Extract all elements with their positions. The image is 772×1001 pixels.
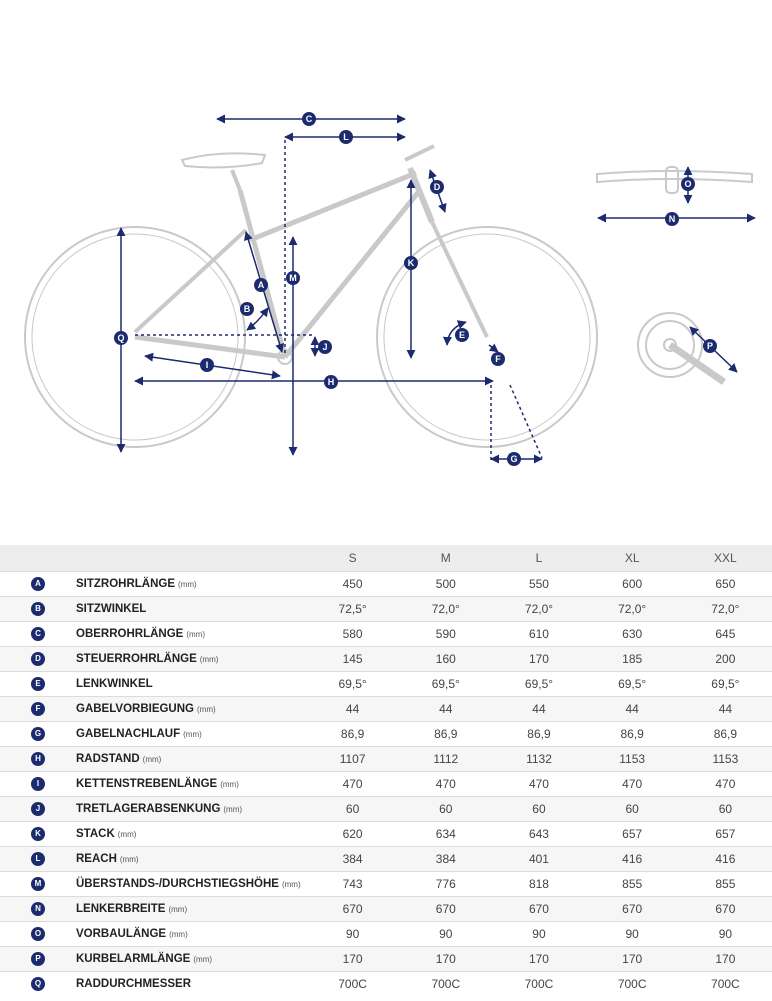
table-row xyxy=(0,947,772,972)
measurement-name: ÜBERSTANDS-/DURCHSTIEGSHÖHE xyxy=(76,878,279,890)
measurement-name: OBERROHRLÄNGE xyxy=(76,628,184,640)
measurement-value: 1107 xyxy=(306,747,399,772)
measurement-name: TRETLAGERABSENKUNG xyxy=(76,803,221,815)
table-row xyxy=(0,772,772,797)
measurement-value: 657 xyxy=(679,822,772,847)
table-row xyxy=(0,847,772,872)
row-letter-badge: B xyxy=(31,602,45,616)
measurement-value: 90 xyxy=(586,922,679,947)
measurement-value: 470 xyxy=(492,772,585,797)
measurement-value: 700C xyxy=(586,972,679,997)
measurement-value: 44 xyxy=(586,697,679,722)
measurement-value: 44 xyxy=(492,697,585,722)
label-badge-b xyxy=(240,302,254,316)
measurement-value: 620 xyxy=(306,822,399,847)
table-row xyxy=(0,872,772,897)
svg-text:Q: Q xyxy=(117,333,125,343)
measurement-value: 69,5° xyxy=(399,672,492,697)
measurement-value: 90 xyxy=(306,922,399,947)
measurement-value: 743 xyxy=(306,872,399,897)
measurement-name: KURBELARMLÄNGE xyxy=(76,953,191,965)
measurement-value: 60 xyxy=(492,797,585,822)
measurement-value: 645 xyxy=(679,622,772,647)
measurement-value: 670 xyxy=(679,897,772,922)
measurement-unit: (mm) xyxy=(168,905,188,914)
label-badge-d xyxy=(430,180,444,194)
measurement-unit: (mm) xyxy=(223,805,243,814)
measurement-unit: (mm) xyxy=(142,755,162,764)
svg-text:I: I xyxy=(205,360,209,370)
measurement-value: 170 xyxy=(586,947,679,972)
label-badge-f xyxy=(491,352,505,366)
measurement-name: STEUERROHRLÄNGE xyxy=(76,653,197,665)
table-row xyxy=(0,647,772,672)
size-header: S xyxy=(306,545,399,572)
measurement-value: 700C xyxy=(492,972,585,997)
table-row xyxy=(0,597,772,622)
measurement-value: 670 xyxy=(586,897,679,922)
measurement-value: 170 xyxy=(492,947,585,972)
svg-text:F: F xyxy=(495,354,501,364)
measurement-value: 700C xyxy=(399,972,492,997)
svg-text:A: A xyxy=(257,280,265,290)
measurement-name: GABELNACHLAUF xyxy=(76,728,181,740)
measurement-value: 69,5° xyxy=(586,672,679,697)
measurement-value: 384 xyxy=(399,847,492,872)
size-header: L xyxy=(492,545,585,572)
svg-text:M: M xyxy=(289,273,297,283)
table-row xyxy=(0,722,772,747)
measurement-value: 450 xyxy=(306,572,399,597)
measurement-value: 416 xyxy=(586,847,679,872)
measurement-value: 185 xyxy=(586,647,679,672)
row-letter-badge: K xyxy=(31,827,45,841)
table-header-row xyxy=(0,545,772,572)
label-badge-p xyxy=(703,339,717,353)
measurement-value: 470 xyxy=(679,772,772,797)
svg-text:G: G xyxy=(510,454,518,464)
measurement-value: 44 xyxy=(679,697,772,722)
measurement-value: 72,0° xyxy=(492,597,585,622)
label-badge-c xyxy=(302,112,316,126)
row-letter-badge: L xyxy=(31,852,45,866)
measurement-value: 855 xyxy=(679,872,772,897)
label-badge-o xyxy=(681,177,695,191)
measurement-unit: (mm) xyxy=(220,780,239,789)
svg-text:H: H xyxy=(327,377,335,387)
measurement-value: 44 xyxy=(306,697,399,722)
measurement-value: 401 xyxy=(492,847,585,872)
measurement-value: 69,5° xyxy=(306,672,399,697)
row-letter-badge: G xyxy=(31,727,45,741)
svg-text:E: E xyxy=(458,330,466,340)
measurement-value: 170 xyxy=(492,647,585,672)
svg-text:J: J xyxy=(322,342,328,352)
row-letter-badge: J xyxy=(31,802,45,816)
measurement-value: 170 xyxy=(679,947,772,972)
measurement-name: RADDURCHMESSER xyxy=(76,978,192,990)
measurement-name: REACH xyxy=(76,853,117,865)
row-letter-badge: A xyxy=(31,577,45,591)
svg-text:P: P xyxy=(706,341,714,351)
table-row xyxy=(0,572,772,597)
label-badge-n xyxy=(665,212,679,226)
measurement-value: 670 xyxy=(399,897,492,922)
row-letter-badge: E xyxy=(31,677,45,691)
measurement-value: 776 xyxy=(399,872,492,897)
measurement-value: 416 xyxy=(679,847,772,872)
measurement-name: GABELVORBIEGUNG xyxy=(76,703,194,715)
measurement-unit: (mm) xyxy=(281,880,301,889)
table-row xyxy=(0,922,772,947)
measurement-value: 60 xyxy=(399,797,492,822)
measurement-value: 60 xyxy=(306,797,399,822)
measurement-value: 60 xyxy=(586,797,679,822)
measurement-unit: (mm) xyxy=(169,930,188,939)
row-letter-badge: I xyxy=(31,777,45,791)
label-badge-e xyxy=(455,328,469,342)
table-row xyxy=(0,822,772,847)
measurement-value: 657 xyxy=(586,822,679,847)
measurement-value: 170 xyxy=(399,947,492,972)
geometry-table xyxy=(0,545,772,996)
measurement-value: 384 xyxy=(306,847,399,872)
measurement-value: 170 xyxy=(306,947,399,972)
measurement-value: 1153 xyxy=(586,747,679,772)
measurement-value: 634 xyxy=(399,822,492,847)
measurement-name: VORBAULÄNGE xyxy=(76,928,167,940)
measurement-value: 60 xyxy=(679,797,772,822)
measurement-value: 550 xyxy=(492,572,585,597)
svg-text:K: K xyxy=(407,258,415,268)
label-badge-h xyxy=(324,375,338,389)
row-letter-badge: F xyxy=(31,702,45,716)
measurement-value: 86,9 xyxy=(586,722,679,747)
measurement-value: 470 xyxy=(586,772,679,797)
bicycle-outline xyxy=(25,146,597,447)
measurement-value: 90 xyxy=(492,922,585,947)
svg-text:D: D xyxy=(433,182,441,192)
measurement-name: LENKERBREITE xyxy=(76,903,166,915)
svg-text:L: L xyxy=(343,132,349,142)
measurement-value: 86,9 xyxy=(492,722,585,747)
measurement-value: 86,9 xyxy=(679,722,772,747)
measurement-value: 72,5° xyxy=(306,597,399,622)
measurement-value: 580 xyxy=(306,622,399,647)
measurement-value: 643 xyxy=(492,822,585,847)
measurement-value: 818 xyxy=(492,872,585,897)
measurement-value: 72,0° xyxy=(399,597,492,622)
measurement-name: SITZROHRLÄNGE xyxy=(76,578,176,590)
measurement-unit: (mm) xyxy=(197,705,216,714)
measurement-name: RADSTAND xyxy=(76,753,140,765)
measurement-value: 500 xyxy=(399,572,492,597)
measurement-value: 200 xyxy=(679,647,772,672)
table-row xyxy=(0,672,772,697)
measurement-value: 650 xyxy=(679,572,772,597)
svg-text:B: B xyxy=(243,304,251,314)
measurement-name: SITZWINKEL xyxy=(76,603,147,615)
svg-text:N: N xyxy=(668,214,676,224)
measurement-value: 160 xyxy=(399,647,492,672)
table-row xyxy=(0,697,772,722)
table-row xyxy=(0,622,772,647)
row-letter-badge: D xyxy=(31,652,45,666)
measurement-value: 1112 xyxy=(399,747,492,772)
measurement-unit: (mm) xyxy=(178,580,197,589)
row-letter-badge: N xyxy=(31,902,45,916)
measurement-value: 700C xyxy=(306,972,399,997)
measurement-value: 72,0° xyxy=(679,597,772,622)
label-badge-j xyxy=(318,340,332,354)
measurement-unit: (mm) xyxy=(193,955,213,964)
label-badge-l xyxy=(339,130,353,144)
svg-text:O: O xyxy=(684,179,692,189)
measurement-value: 700C xyxy=(679,972,772,997)
measurement-unit: (mm) xyxy=(119,855,139,864)
measurement-value: 1132 xyxy=(492,747,585,772)
measurement-value: 630 xyxy=(586,622,679,647)
measurement-value: 90 xyxy=(679,922,772,947)
size-header: M xyxy=(399,545,492,572)
label-badge-m xyxy=(286,271,300,285)
measurement-value: 69,5° xyxy=(679,672,772,697)
measurement-unit: (mm) xyxy=(186,630,205,639)
measurement-value: 86,9 xyxy=(306,722,399,747)
row-letter-badge: P xyxy=(31,952,45,966)
measurement-unit: (mm) xyxy=(183,730,202,739)
measurement-value: 90 xyxy=(399,922,492,947)
measurement-name: KETTENSTREBENLÄNGE xyxy=(76,778,218,790)
row-letter-badge: C xyxy=(31,627,45,641)
measurement-value: 610 xyxy=(492,622,585,647)
measurement-value: 670 xyxy=(306,897,399,922)
row-letter-badge: O xyxy=(31,927,45,941)
measurement-unit: (mm) xyxy=(117,830,137,839)
row-letter-badge: M xyxy=(31,877,45,891)
table-row xyxy=(0,797,772,822)
label-badge-q xyxy=(114,331,128,345)
svg-text:C: C xyxy=(305,114,313,124)
measurement-value: 600 xyxy=(586,572,679,597)
measurement-value: 86,9 xyxy=(399,722,492,747)
measurement-value: 1153 xyxy=(679,747,772,772)
label-badge-a xyxy=(254,278,268,292)
table-row xyxy=(0,897,772,922)
measurement-value: 145 xyxy=(306,647,399,672)
label-badge-k xyxy=(404,256,418,270)
measurement-name: STACK xyxy=(76,828,115,840)
row-letter-badge: Q xyxy=(31,977,45,991)
measurement-value: 470 xyxy=(399,772,492,797)
measurement-value: 470 xyxy=(306,772,399,797)
measurement-value: 72,0° xyxy=(586,597,679,622)
size-header: XXL xyxy=(679,545,772,572)
label-badge-g xyxy=(507,452,521,466)
measurement-value: 855 xyxy=(586,872,679,897)
size-header: XL xyxy=(586,545,679,572)
measurement-value: 590 xyxy=(399,622,492,647)
row-letter-badge: H xyxy=(31,752,45,766)
measurement-value: 44 xyxy=(399,697,492,722)
measurement-name: LENKWINKEL xyxy=(76,678,153,690)
measurement-unit: (mm) xyxy=(199,655,219,664)
table-row xyxy=(0,747,772,772)
measurement-value: 670 xyxy=(492,897,585,922)
handlebar-outline xyxy=(597,167,752,193)
table-row xyxy=(0,972,772,997)
label-badge-i xyxy=(200,358,214,372)
measurement-value: 69,5° xyxy=(492,672,585,697)
